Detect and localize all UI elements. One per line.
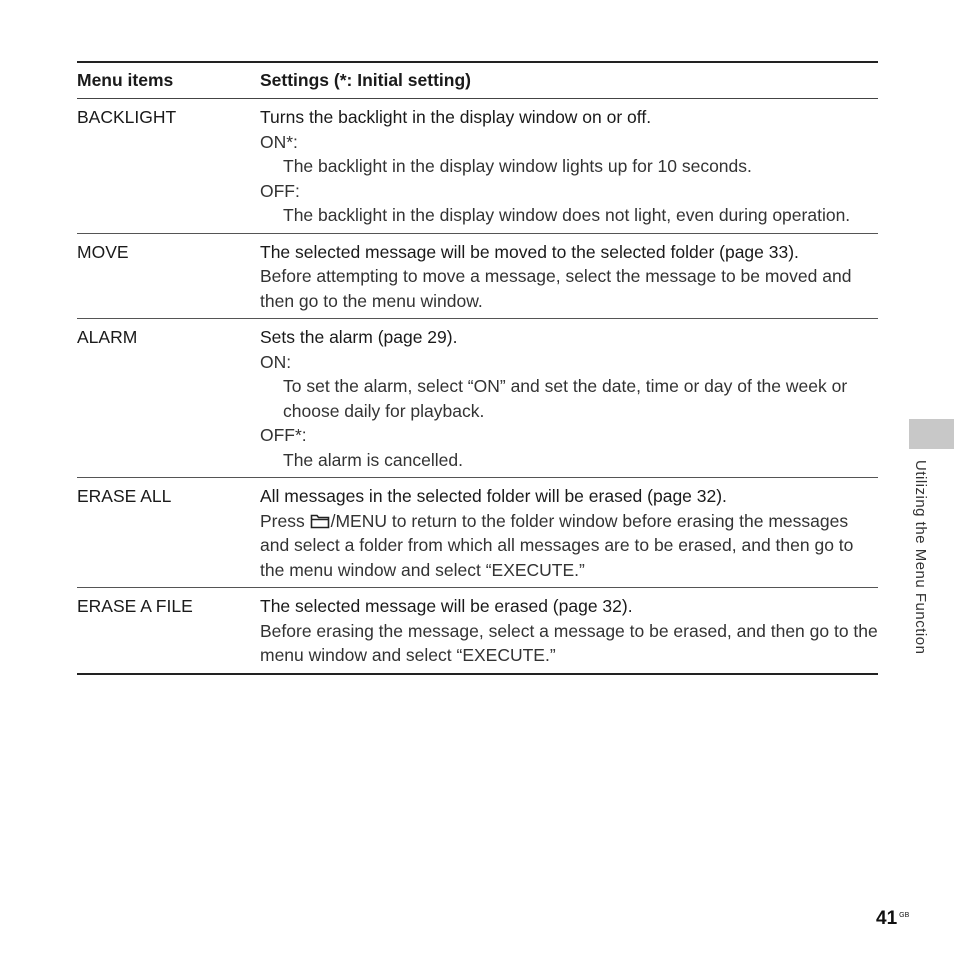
table-row-erase-a-file xyxy=(77,588,878,675)
option-label: OFF: xyxy=(260,180,300,201)
table-row-backlight xyxy=(77,99,878,234)
page-number-suffix: GB xyxy=(899,911,910,919)
option-label: ON: xyxy=(260,351,292,372)
setting-lead: Turns the backlight in the display window on or off. xyxy=(260,107,652,127)
table-row-erase-all xyxy=(77,478,878,588)
menu-settings-table xyxy=(77,61,878,675)
erase-all-instructions: /MENU to return to the folder window before erasing the messages and select a folder from which all messages are to be erased, and then go to the menu window and select “EXECUTE.” xyxy=(260,510,854,580)
table-header xyxy=(77,63,878,99)
setting-body: Before attempting to move a message, select the message to be moved and then go to the menu window. xyxy=(260,266,852,311)
option-label: OFF*: xyxy=(260,425,307,445)
section-side-label: Utilizing the Menu Function xyxy=(912,460,929,655)
menu-item-name: ERASE ALL xyxy=(77,486,172,506)
table-row-alarm xyxy=(77,319,878,478)
menu-item-name: ERASE A FILE xyxy=(77,596,193,616)
page-number-value: 41 xyxy=(876,908,898,929)
menu-item-name: ALARM xyxy=(77,327,138,347)
setting-body xyxy=(260,509,878,583)
menu-item-name: BACKLIGHT xyxy=(77,107,177,127)
press-text: Press xyxy=(260,510,310,531)
setting-lead: Sets the alarm (page 29). xyxy=(260,327,458,347)
option-description: The backlight in the display window does not light, even during operation. xyxy=(283,205,851,225)
folder-icon xyxy=(310,513,330,529)
option-description: To set the alarm, select “ON” and set the date, time or day of the week or choose daily for playback. xyxy=(283,376,848,421)
header-settings: Settings (*: Initial setting) xyxy=(260,70,471,90)
setting-lead: The selected message will be erased (page 32). xyxy=(260,596,633,616)
page-number xyxy=(876,908,909,930)
option-description: The backlight in the display window lights up for 10 seconds. xyxy=(283,156,752,176)
option-description: The alarm is cancelled. xyxy=(283,449,463,470)
setting-body: Before erasing the message, select a message to be erased, and then go to the menu window and select “EXECUTE.” xyxy=(260,620,878,665)
setting-lead: The selected message will be moved to the selected folder (page 33). xyxy=(260,241,799,262)
setting-lead: All messages in the selected folder will be erased (page 32). xyxy=(260,486,727,506)
header-menu-items: Menu items xyxy=(77,70,174,90)
option-label: ON*: xyxy=(260,131,298,152)
table-row-move xyxy=(77,234,878,320)
section-tab-marker xyxy=(909,419,954,449)
menu-item-name: MOVE xyxy=(77,241,129,262)
